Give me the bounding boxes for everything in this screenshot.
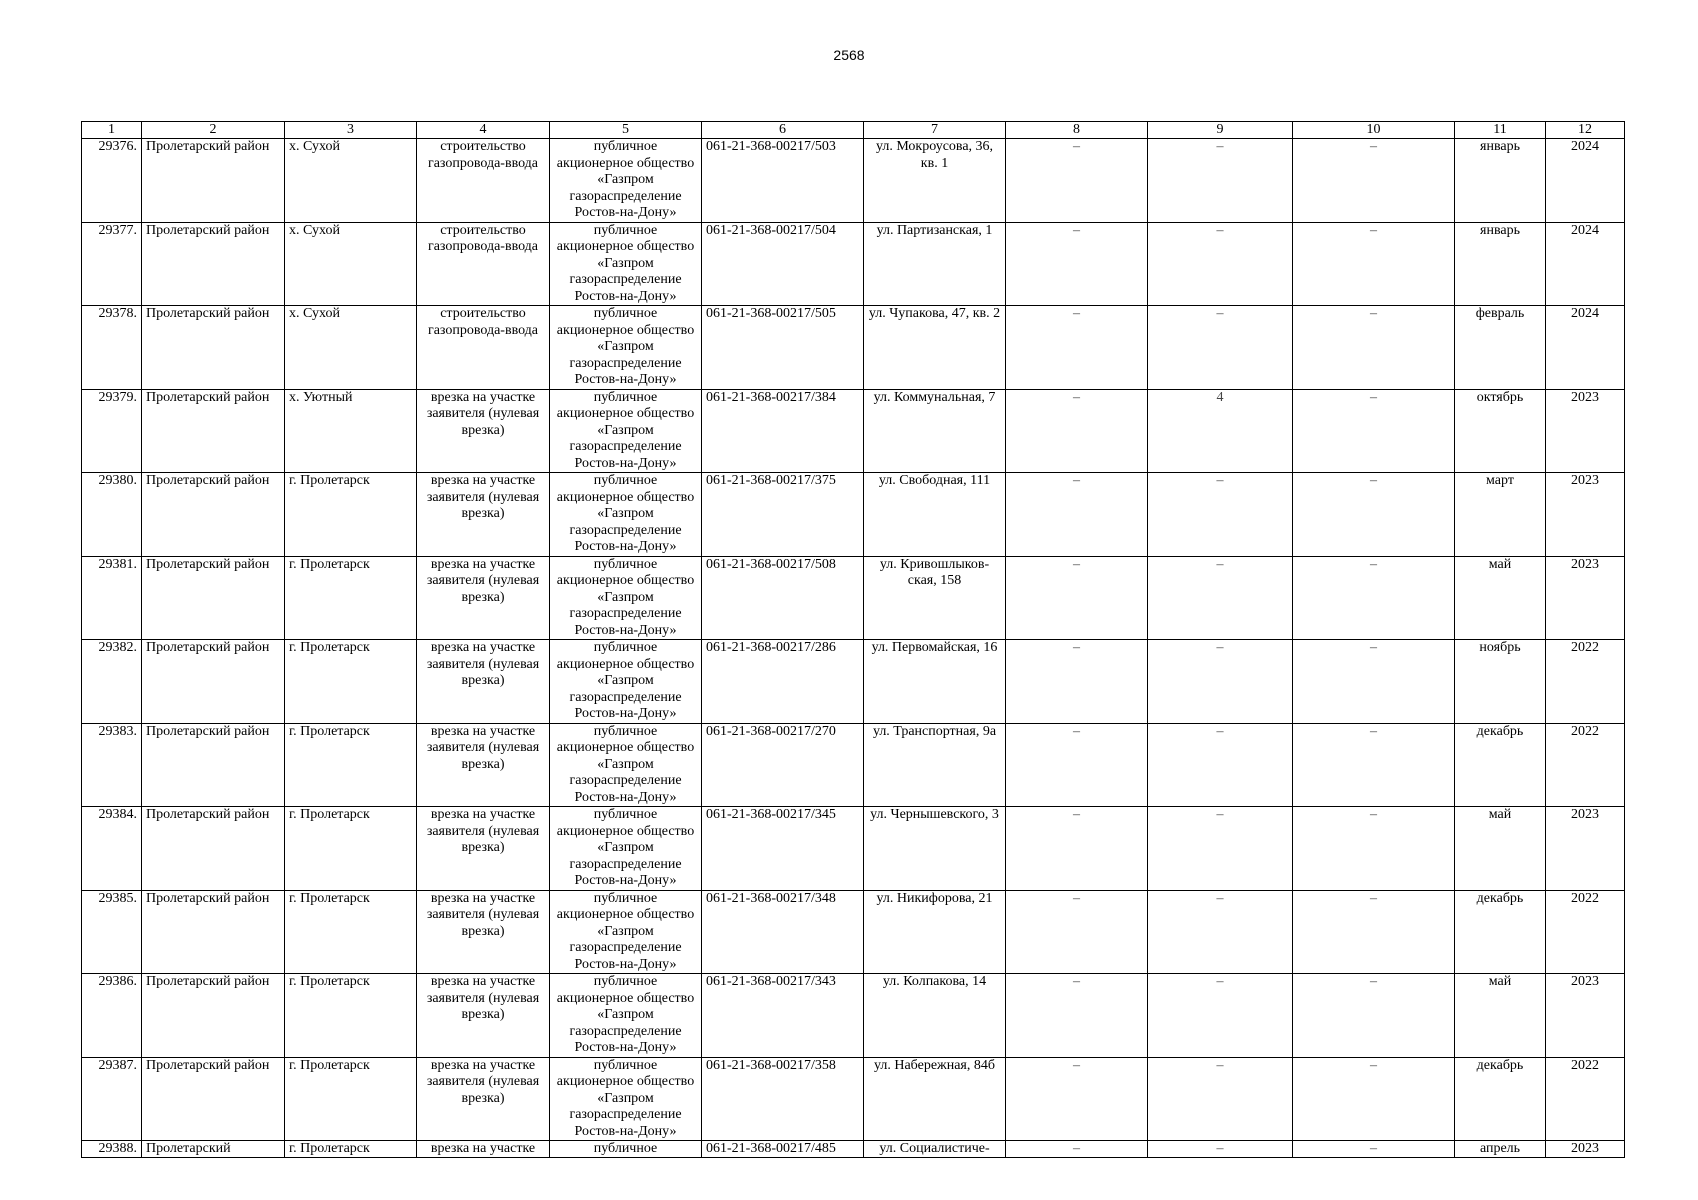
cell-record-number: 29377. [82, 222, 142, 306]
table-row [82, 1141, 1625, 1158]
cell-month: январь [1455, 222, 1546, 306]
cell-address: ул. Мокроусова, 36, кв. 1 [864, 139, 1006, 223]
cell-col-9: – [1148, 890, 1293, 974]
column-header-6: 6 [702, 122, 864, 139]
cell-col-8: – [1006, 723, 1148, 807]
cell-month: январь [1455, 139, 1546, 223]
cell-district: Пролетарский район [142, 389, 285, 473]
cell-settlement: г. Пролетарск [285, 1141, 417, 1158]
gas-connection-register-table [81, 121, 1625, 1158]
cell-month: май [1455, 556, 1546, 640]
cell-col-10: – [1293, 807, 1455, 891]
cell-col-9: – [1148, 556, 1293, 640]
cell-record-number: 29378. [82, 306, 142, 390]
cell-organization: публичное акционерное общество «Газпром газораспределение Ростов-на-Дону» [550, 222, 702, 306]
cell-permit-number: 061-21-368-00217/375 [702, 473, 864, 557]
column-header-10: 10 [1293, 122, 1455, 139]
cell-address: ул. Никифорова, 21 [864, 890, 1006, 974]
cell-permit-number: 061-21-368-00217/286 [702, 640, 864, 724]
cell-col-9: 4 [1148, 389, 1293, 473]
cell-address: ул. Первомайская, 16 [864, 640, 1006, 724]
cell-col-10: – [1293, 723, 1455, 807]
cell-record-number: 29382. [82, 640, 142, 724]
cell-organization: публичное акционерное общество «Газпром газораспределение Ростов-на-Дону» [550, 807, 702, 891]
cell-district: Пролетарский [142, 1141, 285, 1158]
cell-settlement: г. Пролетарск [285, 723, 417, 807]
cell-address: ул. Социалистиче- [864, 1141, 1006, 1158]
cell-address: ул. Коммунальная, 7 [864, 389, 1006, 473]
cell-col-10: – [1293, 640, 1455, 724]
cell-year: 2024 [1546, 306, 1625, 390]
cell-month: май [1455, 807, 1546, 891]
cell-col-10: – [1293, 1057, 1455, 1141]
cell-year: 2024 [1546, 222, 1625, 306]
cell-permit-number: 061-21-368-00217/348 [702, 890, 864, 974]
cell-month: декабрь [1455, 723, 1546, 807]
table-row [82, 389, 1625, 473]
cell-col-9: – [1148, 139, 1293, 223]
column-header-1: 1 [82, 122, 142, 139]
cell-settlement: х. Сухой [285, 222, 417, 306]
cell-permit-number: 061-21-368-00217/358 [702, 1057, 864, 1141]
cell-organization: публичное акционерное общество «Газпром газораспределение Ростов-на-Дону» [550, 974, 702, 1058]
cell-address: ул. Партизанская, 1 [864, 222, 1006, 306]
cell-col-8: – [1006, 306, 1148, 390]
cell-settlement: г. Пролетарск [285, 1057, 417, 1141]
table-row [82, 807, 1625, 891]
cell-col-9: – [1148, 473, 1293, 557]
cell-col-8: – [1006, 222, 1148, 306]
cell-record-number: 29381. [82, 556, 142, 640]
cell-month: февраль [1455, 306, 1546, 390]
cell-col-10: – [1293, 556, 1455, 640]
cell-work-type: врезка на участке заявителя (нулевая врезка) [417, 974, 550, 1058]
cell-permit-number: 061-21-368-00217/508 [702, 556, 864, 640]
cell-record-number: 29385. [82, 890, 142, 974]
cell-settlement: г. Пролетарск [285, 807, 417, 891]
cell-address: ул. Транспортная, 9а [864, 723, 1006, 807]
page-number: 2568 [833, 47, 865, 63]
column-header-9: 9 [1148, 122, 1293, 139]
cell-col-9: – [1148, 222, 1293, 306]
cell-col-10: – [1293, 473, 1455, 557]
cell-month: октябрь [1455, 389, 1546, 473]
cell-organization: публичное [550, 1141, 702, 1158]
cell-work-type: врезка на участке заявителя (нулевая врезка) [417, 890, 550, 974]
cell-col-9: – [1148, 974, 1293, 1058]
cell-address: ул. Кривошлыков-ская, 158 [864, 556, 1006, 640]
cell-col-8: – [1006, 640, 1148, 724]
cell-col-8: – [1006, 1057, 1148, 1141]
cell-col-10: – [1293, 890, 1455, 974]
cell-settlement: х. Сухой [285, 139, 417, 223]
cell-district: Пролетарский район [142, 807, 285, 891]
cell-month: декабрь [1455, 890, 1546, 974]
cell-work-type: врезка на участке заявителя (нулевая врезка) [417, 640, 550, 724]
cell-col-8: – [1006, 389, 1148, 473]
cell-district: Пролетарский район [142, 556, 285, 640]
cell-month: май [1455, 974, 1546, 1058]
cell-work-type: врезка на участке заявителя (нулевая врезка) [417, 473, 550, 557]
cell-address: ул. Чернышевского, 3 [864, 807, 1006, 891]
cell-permit-number: 061-21-368-00217/485 [702, 1141, 864, 1158]
column-header-2: 2 [142, 122, 285, 139]
cell-permit-number: 061-21-368-00217/384 [702, 389, 864, 473]
cell-col-8: – [1006, 807, 1148, 891]
cell-col-9: – [1148, 1141, 1293, 1158]
cell-month: декабрь [1455, 1057, 1546, 1141]
cell-address: ул. Набережная, 84б [864, 1057, 1006, 1141]
cell-address: ул. Колпакова, 14 [864, 974, 1006, 1058]
cell-organization: публичное акционерное общество «Газпром газораспределение Ростов-на-Дону» [550, 389, 702, 473]
cell-work-type: врезка на участке заявителя (нулевая врезка) [417, 389, 550, 473]
cell-col-10: – [1293, 139, 1455, 223]
cell-year: 2023 [1546, 389, 1625, 473]
cell-address: ул. Чупакова, 47, кв. 2 [864, 306, 1006, 390]
cell-permit-number: 061-21-368-00217/504 [702, 222, 864, 306]
column-header-8: 8 [1006, 122, 1148, 139]
cell-record-number: 29376. [82, 139, 142, 223]
cell-month: апрель [1455, 1141, 1546, 1158]
table-row [82, 222, 1625, 306]
cell-district: Пролетарский район [142, 1057, 285, 1141]
cell-organization: публичное акционерное общество «Газпром газораспределение Ростов-на-Дону» [550, 556, 702, 640]
cell-district: Пролетарский район [142, 222, 285, 306]
cell-work-type: строительство газопровода-ввода [417, 222, 550, 306]
cell-work-type: врезка на участке заявителя (нулевая врезка) [417, 723, 550, 807]
table-row [82, 974, 1625, 1058]
cell-permit-number: 061-21-368-00217/345 [702, 807, 864, 891]
cell-col-9: – [1148, 306, 1293, 390]
table-row [82, 890, 1625, 974]
cell-district: Пролетарский район [142, 139, 285, 223]
table-row [82, 640, 1625, 724]
cell-record-number: 29380. [82, 473, 142, 557]
cell-col-8: – [1006, 974, 1148, 1058]
cell-settlement: г. Пролетарск [285, 974, 417, 1058]
cell-work-type: врезка на участке заявителя (нулевая врезка) [417, 807, 550, 891]
cell-col-9: – [1148, 807, 1293, 891]
column-header-3: 3 [285, 122, 417, 139]
column-header-11: 11 [1455, 122, 1546, 139]
cell-col-10: – [1293, 974, 1455, 1058]
cell-permit-number: 061-21-368-00217/270 [702, 723, 864, 807]
cell-address: ул. Свободная, 111 [864, 473, 1006, 557]
cell-work-type: строительство газопровода-ввода [417, 139, 550, 223]
cell-col-10: – [1293, 1141, 1455, 1158]
cell-organization: публичное акционерное общество «Газпром газораспределение Ростов-на-Дону» [550, 640, 702, 724]
cell-district: Пролетарский район [142, 974, 285, 1058]
cell-organization: публичное акционерное общество «Газпром газораспределение Ростов-на-Дону» [550, 890, 702, 974]
cell-col-10: – [1293, 306, 1455, 390]
cell-work-type: строительство газопровода-ввода [417, 306, 550, 390]
cell-organization: публичное акционерное общество «Газпром газораспределение Ростов-на-Дону» [550, 1057, 702, 1141]
cell-year: 2023 [1546, 974, 1625, 1058]
cell-permit-number: 061-21-368-00217/503 [702, 139, 864, 223]
cell-col-10: – [1293, 222, 1455, 306]
cell-settlement: г. Пролетарск [285, 473, 417, 557]
cell-record-number: 29379. [82, 389, 142, 473]
cell-col-9: – [1148, 723, 1293, 807]
table-row [82, 723, 1625, 807]
cell-record-number: 29383. [82, 723, 142, 807]
cell-year: 2023 [1546, 473, 1625, 557]
cell-record-number: 29386. [82, 974, 142, 1058]
cell-month: март [1455, 473, 1546, 557]
cell-record-number: 29388. [82, 1141, 142, 1158]
cell-col-8: – [1006, 473, 1148, 557]
cell-col-8: – [1006, 1141, 1148, 1158]
table-row [82, 556, 1625, 640]
cell-year: 2022 [1546, 640, 1625, 724]
table-body [82, 139, 1625, 1158]
cell-col-9: – [1148, 640, 1293, 724]
cell-district: Пролетарский район [142, 473, 285, 557]
cell-col-8: – [1006, 890, 1148, 974]
cell-year: 2024 [1546, 139, 1625, 223]
column-header-12: 12 [1546, 122, 1625, 139]
cell-col-8: – [1006, 556, 1148, 640]
cell-settlement: г. Пролетарск [285, 556, 417, 640]
cell-year: 2023 [1546, 807, 1625, 891]
table-row [82, 1057, 1625, 1141]
cell-settlement: х. Сухой [285, 306, 417, 390]
cell-col-10: – [1293, 389, 1455, 473]
table-row [82, 306, 1625, 390]
column-header-4: 4 [417, 122, 550, 139]
cell-year: 2023 [1546, 556, 1625, 640]
column-header-7: 7 [864, 122, 1006, 139]
cell-year: 2023 [1546, 1141, 1625, 1158]
cell-work-type: врезка на участке [417, 1141, 550, 1158]
cell-year: 2022 [1546, 1057, 1625, 1141]
cell-district: Пролетарский район [142, 640, 285, 724]
cell-district: Пролетарский район [142, 306, 285, 390]
table-row [82, 473, 1625, 557]
cell-record-number: 29387. [82, 1057, 142, 1141]
cell-organization: публичное акционерное общество «Газпром газораспределение Ростов-на-Дону» [550, 723, 702, 807]
cell-col-9: – [1148, 1057, 1293, 1141]
cell-organization: публичное акционерное общество «Газпром газораспределение Ростов-на-Дону» [550, 306, 702, 390]
cell-permit-number: 061-21-368-00217/505 [702, 306, 864, 390]
cell-work-type: врезка на участке заявителя (нулевая врезка) [417, 556, 550, 640]
cell-col-8: – [1006, 139, 1148, 223]
column-header-5: 5 [550, 122, 702, 139]
cell-record-number: 29384. [82, 807, 142, 891]
cell-organization: публичное акционерное общество «Газпром газораспределение Ростов-на-Дону» [550, 139, 702, 223]
cell-district: Пролетарский район [142, 890, 285, 974]
cell-year: 2022 [1546, 890, 1625, 974]
cell-district: Пролетарский район [142, 723, 285, 807]
column-number-row [82, 122, 1625, 139]
cell-permit-number: 061-21-368-00217/343 [702, 974, 864, 1058]
cell-year: 2022 [1546, 723, 1625, 807]
table-row [82, 139, 1625, 223]
cell-settlement: х. Уютный [285, 389, 417, 473]
cell-work-type: врезка на участке заявителя (нулевая врезка) [417, 1057, 550, 1141]
cell-settlement: г. Пролетарск [285, 890, 417, 974]
cell-organization: публичное акционерное общество «Газпром газораспределение Ростов-на-Дону» [550, 473, 702, 557]
cell-settlement: г. Пролетарск [285, 640, 417, 724]
cell-month: ноябрь [1455, 640, 1546, 724]
